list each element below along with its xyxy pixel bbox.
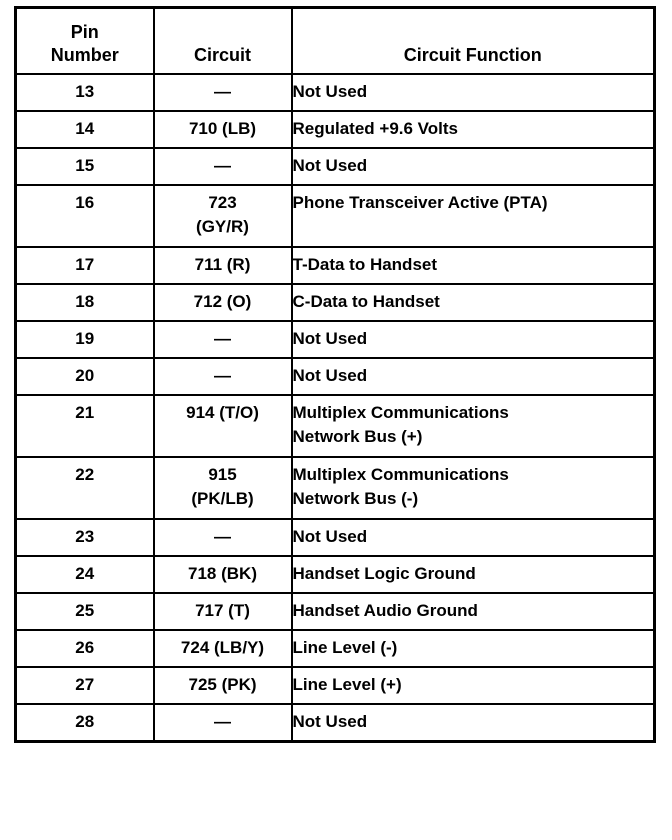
circuit-function-cell xyxy=(292,519,655,556)
function-line: Handset Audio Ground xyxy=(292,601,478,620)
circuit-cell xyxy=(154,148,292,185)
circuit-line: (PK/LB) xyxy=(191,489,254,508)
table-row xyxy=(16,667,655,704)
pin-number-cell: 16 xyxy=(16,185,154,247)
function-line: T-Data to Handset xyxy=(292,255,438,274)
circuit-line: 723 xyxy=(208,193,237,212)
function-line: Phone Transceiver Active (PTA) xyxy=(292,193,548,212)
circuit-function-cell xyxy=(292,704,655,742)
header-circuit: Circuit xyxy=(154,8,292,75)
circuit-function-cell xyxy=(292,358,655,395)
circuit-function-cell xyxy=(292,284,655,321)
circuit-cell xyxy=(154,704,292,742)
table-row xyxy=(16,593,655,630)
table-row xyxy=(16,358,655,395)
function-line: Line Level (-) xyxy=(292,638,398,657)
circuit-function-cell xyxy=(292,321,655,358)
circuit-cell xyxy=(154,667,292,704)
header-pin-line-2: Number xyxy=(50,45,119,65)
pin-number-cell: 21 xyxy=(16,395,154,457)
table-body xyxy=(16,74,655,742)
header-pin-line-1: Pin xyxy=(70,22,99,42)
function-line: Network Bus (-) xyxy=(292,489,419,508)
table-row xyxy=(16,74,655,111)
function-line: Network Bus (+) xyxy=(292,427,423,446)
circuit-cell xyxy=(154,395,292,457)
circuit-line: 914 (T/O) xyxy=(186,403,259,422)
header-circuit-function: Circuit Function xyxy=(292,8,655,75)
pin-number-cell: 22 xyxy=(16,457,154,519)
function-line: C-Data to Handset xyxy=(292,292,440,311)
circuit-line: — xyxy=(214,156,231,175)
circuit-function-cell xyxy=(292,667,655,704)
circuit-function-cell xyxy=(292,395,655,457)
circuit-function-cell xyxy=(292,148,655,185)
circuit-line: — xyxy=(214,82,231,101)
circuit-function-cell xyxy=(292,556,655,593)
pin-number-cell: 20 xyxy=(16,358,154,395)
header-row xyxy=(16,8,655,75)
table-row xyxy=(16,556,655,593)
circuit-line: — xyxy=(214,527,231,546)
header-pin-number xyxy=(16,8,154,75)
pin-number-cell: 26 xyxy=(16,630,154,667)
pin-number-cell: 17 xyxy=(16,247,154,284)
circuit-line: — xyxy=(214,712,231,731)
table-row xyxy=(16,519,655,556)
circuit-line: — xyxy=(214,366,231,385)
pin-number-cell: 27 xyxy=(16,667,154,704)
circuit-line: 717 (T) xyxy=(195,601,250,620)
table-row xyxy=(16,185,655,247)
circuit-function-cell xyxy=(292,457,655,519)
circuit-cell xyxy=(154,556,292,593)
function-line: Not Used xyxy=(292,329,368,348)
circuit-cell xyxy=(154,74,292,111)
circuit-function-cell xyxy=(292,111,655,148)
circuit-line: (GY/R) xyxy=(196,217,249,236)
function-line: Handset Logic Ground xyxy=(292,564,476,583)
function-line: Not Used xyxy=(292,527,368,546)
function-line: Multiplex Communications xyxy=(292,465,509,484)
function-line: Not Used xyxy=(292,712,368,731)
function-line: Not Used xyxy=(292,156,368,175)
circuit-cell xyxy=(154,321,292,358)
circuit-function-cell xyxy=(292,74,655,111)
pin-number-cell: 13 xyxy=(16,74,154,111)
pin-number-cell: 14 xyxy=(16,111,154,148)
table-row xyxy=(16,321,655,358)
circuit-cell xyxy=(154,247,292,284)
circuit-cell xyxy=(154,111,292,148)
circuit-function-cell xyxy=(292,185,655,247)
table-row xyxy=(16,630,655,667)
circuit-cell xyxy=(154,593,292,630)
table-row xyxy=(16,704,655,742)
pin-number-cell: 25 xyxy=(16,593,154,630)
circuit-function-cell xyxy=(292,593,655,630)
circuit-line: 725 (PK) xyxy=(188,675,257,694)
circuit-line: 710 (LB) xyxy=(188,119,257,138)
circuit-line: 915 xyxy=(208,465,237,484)
pin-number-cell: 23 xyxy=(16,519,154,556)
circuit-cell xyxy=(154,457,292,519)
function-line: Not Used xyxy=(292,366,368,385)
pin-number-cell: 28 xyxy=(16,704,154,742)
circuit-cell xyxy=(154,185,292,247)
function-line: Not Used xyxy=(292,82,368,101)
table-row xyxy=(16,111,655,148)
circuit-cell xyxy=(154,630,292,667)
table-row xyxy=(16,284,655,321)
function-line: Regulated +9.6 Volts xyxy=(292,119,458,138)
circuit-cell xyxy=(154,358,292,395)
table-row xyxy=(16,457,655,519)
pin-number-cell: 24 xyxy=(16,556,154,593)
circuit-function-cell xyxy=(292,630,655,667)
table-row xyxy=(16,148,655,185)
pin-number-cell: 15 xyxy=(16,148,154,185)
circuit-line: 724 (LB/Y) xyxy=(180,638,265,657)
pin-number-cell: 18 xyxy=(16,284,154,321)
circuit-cell xyxy=(154,284,292,321)
circuit-line: 711 (R) xyxy=(194,255,251,274)
circuit-line: — xyxy=(214,329,231,348)
circuit-line: 718 (BK) xyxy=(188,564,257,583)
function-line: Multiplex Communications xyxy=(292,403,509,422)
table-row xyxy=(16,247,655,284)
circuit-cell xyxy=(154,519,292,556)
circuit-line: 712 (O) xyxy=(193,292,252,311)
circuit-function-cell xyxy=(292,247,655,284)
pin-number-cell: 19 xyxy=(16,321,154,358)
table-row xyxy=(16,395,655,457)
pin-table xyxy=(14,6,656,743)
function-line: Line Level (+) xyxy=(292,675,402,694)
